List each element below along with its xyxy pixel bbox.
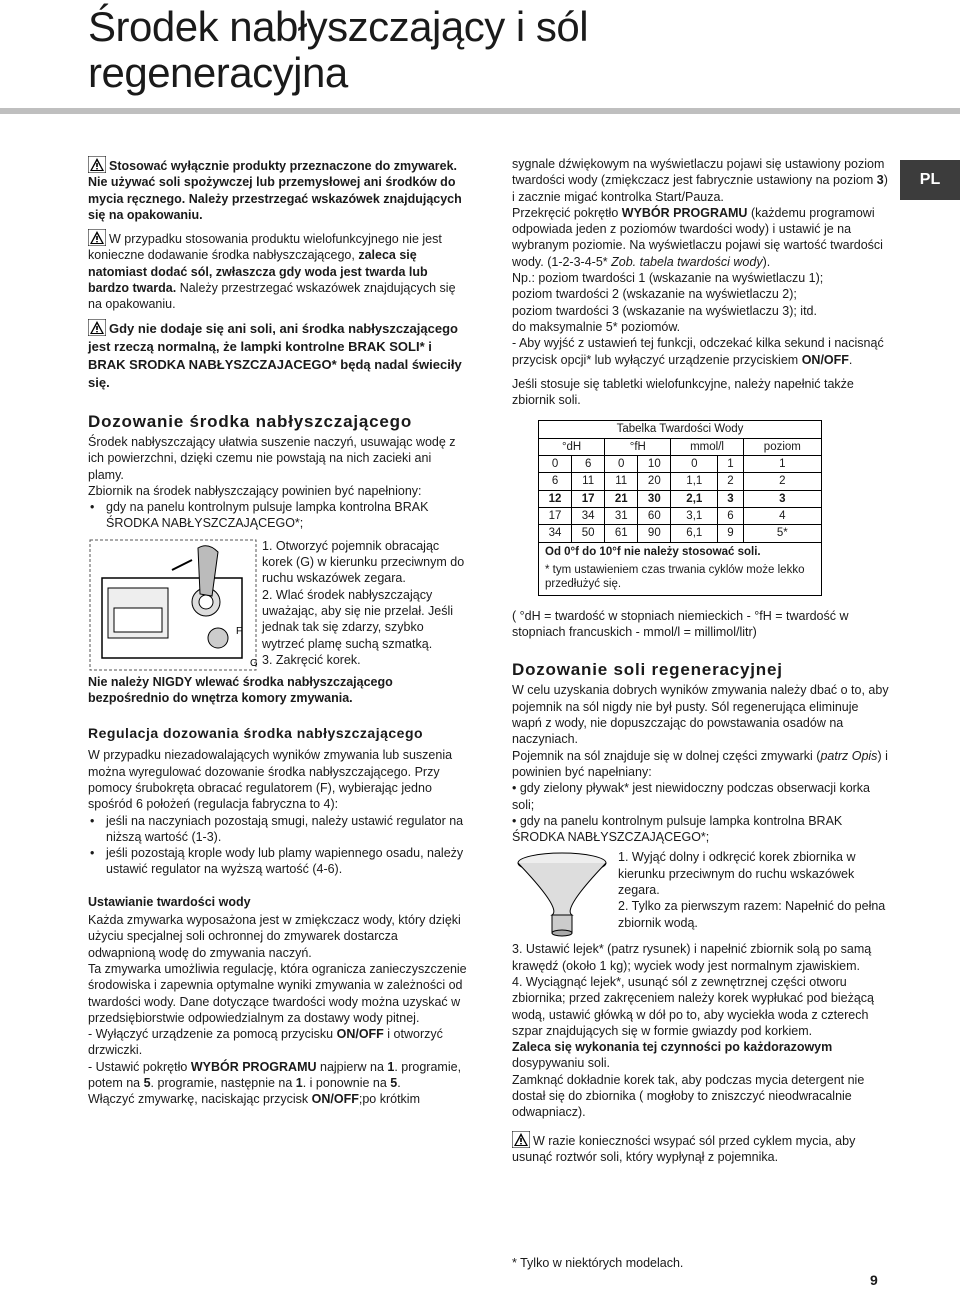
paragraph: Każda zmywarka wyposażona jest w zmiękczacz wody, który dzięki użyciu specjalnej soli ochronnej do zmywarek dostarcza odwapnioną wodę do zmywania naczyń.: [88, 913, 461, 960]
table-cell: 11: [572, 473, 605, 490]
table-cell: 0: [605, 456, 638, 473]
heading-regulacja: Regulacja dozowania środka nabłyszczającego: [88, 725, 424, 742]
page-title: Środek nabłyszczający i sól regeneracyjna: [88, 3, 589, 96]
warning-products: Stosować wyłącznie produkty przeznaczone do zmywarek. Nie używać soli spożywczej lub przemysłowej ani środków do mycia ręcznego. Należy przestrzegać wskazówek znajdujących się na opakowaniu.: [88, 156, 468, 223]
table-cell: 3: [743, 490, 821, 507]
table-cell: 11: [605, 473, 638, 490]
rinse-aid-dispenser-illustration: [88, 538, 260, 674]
table-cell: 61: [605, 525, 638, 542]
figure-label-f: F: [236, 625, 243, 637]
step-item: 4. Wyciągnąć lejek*, usunąć sól z zewnętrznej części otworu zbiornika; przed zakręceniem należy korek wypłukać pod bieżącą wodą, ustawić główką w dół po to, aby wyciekła woda z czterech szpar znajdujących się w formie gwiazdy pod korkiem.: [512, 974, 874, 1038]
step-item: 1. Wyjąć dolny i odkręcić korek zbiornika w kierunku przeciwnym do ruchu wskazówek zegara.: [618, 850, 856, 897]
table-title: Tabelka Twardości Wody: [539, 421, 822, 438]
table-cell: 90: [638, 525, 671, 542]
example-line: poziom twardości 3 (wskazanie na wyświetlaczu 3); itd.: [512, 303, 817, 318]
paragraph: Środek nabłyszczający ułatwia suszenie naczyń, usuwając wodę z ich powierzchni, dzięki czemu nie powstają na nich zacieki ani plamy.: [88, 434, 456, 482]
left-column: [88, 156, 468, 1108]
bullet-item: • gdy zielony pływak* jest niewidoczny podczas obserwacji korka soli;: [512, 781, 871, 812]
table-row: [539, 525, 822, 542]
table-cell: 4: [743, 507, 821, 524]
heading-dozowanie: Dozowanie środka nabłyszczającego: [88, 411, 412, 431]
table-cell: 30: [638, 490, 671, 507]
paragraph: W przypadku niezadowalających wyników zmywania lub suszenia można wyregulować dozowanie środka nabłyszczającego. Przy pomocy śrubokręta obracać regulatorem (F), wybierając jedno spośród 6 położeń (regulacja fabryczna to 4):: [88, 748, 453, 812]
table-cell: 6: [539, 473, 572, 490]
salt-steps: [612, 849, 890, 941]
table-cell: 31: [605, 507, 638, 524]
example-line: poziom twardości 2 (wskazanie na wyświetlaczu 2);: [512, 287, 797, 302]
table-cell: 3: [718, 490, 743, 507]
paragraph: Zamknąć dokładnie korek tak, aby podczas mycia detergent nie dostał się do zbiornika ( mogłoby to zniszczyć nieodwracalnie odwapniacz).: [512, 1072, 865, 1120]
table-header: poziom: [743, 438, 821, 455]
table-cell: 50: [572, 525, 605, 542]
table-cell: 0: [539, 456, 572, 473]
paragraph: Włączyć zmywarkę, naciskając przycisk ON/OFF;po krótkim: [88, 1092, 421, 1107]
step-item: 2. Wlać środek nabłyszczający uważając, aby się nie przelał. Jeśli jednak tak się zdarzy, szybko wytrzeć plamę suchą szmatką.: [262, 587, 454, 651]
table-header: °fH: [605, 438, 671, 455]
instruction-item: - Ustawić pokrętło WYBÓR PROGRAMU najpierw na 1. programie, potem na 5. programie, następnie na 1. i ponownie na 5.: [88, 1059, 462, 1090]
table-note-text: * tym ustawieniem czas trwania cyklów może lekko przedłużyć się.: [545, 563, 805, 590]
table-row: [539, 456, 822, 473]
bullet-item: • jeśli pozostają krople wody lub plamy wapiennego osadu, należy ustawić regulator na wyższą wartość (4-6).: [88, 845, 468, 878]
table-cell: 6: [572, 456, 605, 473]
table-row: [539, 473, 822, 490]
right-column: [512, 156, 890, 1165]
table-note: [538, 543, 822, 596]
table-cell: 10: [638, 456, 671, 473]
paragraph: sygnale dźwiękowym na wyświetlaczu pojawi się ustawiony poziom twardości wody (zmiękczacz jest fabrycznie ustawiony na poziom 3) i zacznie migać kontrolka Start/Pauza.: [512, 157, 888, 204]
table-cell: 5*: [743, 525, 821, 542]
step-item: 3. Zakręcić korek.: [262, 652, 361, 667]
table-cell: 6: [718, 507, 743, 524]
table-header: °dH: [539, 438, 605, 455]
funnel-illustration: [512, 849, 612, 941]
paragraph: Pojemnik na sól znajduje się w dolnej części zmywarki (patrz Opis) i powinien być napełniany:: [512, 748, 888, 779]
figure-label-g: G: [250, 657, 258, 669]
table-cell: 1: [718, 456, 743, 473]
never-warning: Nie należy NIGDY wlewać środka nabłyszczającego bezpośrednio do wnętrza komory zmywania.: [88, 674, 393, 706]
table-cell: 20: [638, 473, 671, 490]
table-cell: 1,1: [671, 473, 718, 490]
footnote: * Tylko w niektórych modelach.: [512, 1256, 684, 1270]
table-cell: 21: [605, 490, 638, 507]
table-header: mmol/l: [671, 438, 743, 455]
page-number: 9: [870, 1272, 878, 1288]
bullet-item: • gdy na panelu kontrolnym pulsuje lampka kontrolna BRAK ŚRODKA NABŁYSZCZAJĄCEGO*;: [88, 499, 468, 532]
table-cell: 34: [572, 507, 605, 524]
paragraph: dosypywaniu soli.: [512, 1056, 610, 1071]
bullet-item: • gdy na panelu kontrolnym pulsuje lampka kontrolna BRAK ŚRODKA NABŁYSZCZAJĄCEGO*;: [512, 813, 843, 845]
step-item: 2. Tylko za pierwszym razem: Napełnić do pełna zbiornik wodą.: [618, 899, 886, 930]
warning-lamps: Gdy nie dodaje się ani soli, ani środka nabłyszczającego jest rzeczą normalną, że lampki kontrolne BRAK SOLI* i BRAK SRODKA NABŁYSZCZAJACEGO* będą nadal świeciły się.: [88, 320, 462, 390]
table-row: [539, 507, 822, 524]
table-note-bold: Od 0°f do 10°f nie należy stosować soli.: [545, 545, 761, 558]
table-cell: 1: [743, 456, 821, 473]
step-item: 3. Ustawić lejek* (patrz rysunek) i napełnić zbiornik solą po samą krawędź (około 1 kg); wyciek wody jest normalnym zjawiskiem.: [512, 942, 872, 973]
table-cell: 0: [671, 456, 718, 473]
table-row: [539, 490, 822, 507]
salt-warning: W razie konieczności wsypać sól przed cyklem mycia, aby usunąć roztwór soli, który wypłynął z pojemnika.: [512, 1131, 890, 1166]
units-legend: ( °dH = twardość w stopniach niemieckich - °fH = twardość w stopniach francuskich - mmol/l = millimol/litr): [512, 608, 849, 639]
table-cell: 34: [539, 525, 572, 542]
warning-multifunction: W przypadku stosowania produktu wielofunkcyjnego nie jest konieczne dodawanie środka nabłyszczającego, zaleca się natomiast dodać sól, zwłaszcza gdy woda jest twarda lub bardzo twarda. Należy przestrzegać wskazówek znajdujących się na opakowaniu.: [88, 229, 468, 312]
table-cell: 2: [743, 473, 821, 490]
example-line: Np.: poziom twardości 1 (wskazanie na wyświetlaczu 1);: [512, 271, 824, 286]
rinse-aid-steps: [260, 538, 468, 674]
paragraph: W celu uzyskania dobrych wyników zmywania należy dbać o to, aby pojemnik na sól nigdy nie był pusty. Sól regenerująca eliminuje wapń z wody, nie dopuszczając do powstawania osadów na naczyniach.: [512, 683, 889, 747]
warning-icon: [88, 229, 106, 246]
table-cell: 9: [718, 525, 743, 542]
table-cell: 2: [718, 473, 743, 490]
warning-icon: [88, 156, 106, 173]
table-cell: 6,1: [671, 525, 718, 542]
table-cell: 2,1: [671, 490, 718, 507]
salt-recommendation: Zaleca się wykonania tej czynności po każdorazowym: [512, 1040, 833, 1055]
paragraph: - Aby wyjść z ustawień tej funkcji, odczekać kilka sekund i nacisnąć przycisk opcji* lub wyłączyć urządzenie przyciskiem ON/OFF.: [512, 336, 884, 367]
warning-icon: [88, 319, 106, 336]
heading-sol: Dozowanie soli regeneracyjnej: [512, 660, 783, 680]
paragraph: Ta zmywarka umożliwia regulację, która ogranicza zanieczyszczenie środowiska i zapewnia optymalne wyniki zmywania w zależności od twardości wody. Dane dotyczące twardości wody można uzyskać w przedsiębiorstwie odpowiedzialnym za dostawy wody pitnej.: [88, 961, 467, 1025]
header-rule: [0, 108, 960, 114]
table-cell: 60: [638, 507, 671, 524]
step-item: 1. Otworzyć pojemnik obracając korek (G) w kierunku przeciwnym do ruchu wskazówek zegara.: [262, 538, 465, 586]
table-cell: 17: [572, 490, 605, 507]
rinse-aid-figure-row: [88, 538, 468, 674]
table-cell: 3,1: [671, 507, 718, 524]
table-cell: 17: [539, 507, 572, 524]
paragraph: Jeśli stosuje się tabletki wielofunkcyjne, należy napełnić także zbiornik soli.: [512, 376, 854, 408]
example-line: do maksymalnie 5* poziomów.: [512, 319, 681, 334]
table-body: [539, 456, 822, 542]
table-cell: 12: [539, 490, 572, 507]
instruction-item: - Wyłączyć urządzenie za pomocą przycisku ON/OFF i otworzyć drzwiczki.: [88, 1027, 443, 1058]
salt-figure-row: [512, 849, 890, 941]
water-hardness-table: [538, 420, 822, 542]
language-tab: PL: [900, 160, 960, 200]
paragraph: Zbiornik na środek nabłyszczający powinien być napełniony:: [88, 483, 422, 498]
heading-twardosc: Ustawianie twardości wody: [88, 894, 251, 909]
paragraph: Przekręcić pokrętło WYBÓR PROGRAMU (każdemu programowi odpowiada jeden z poziomów twardości wody) i ustawić je na wybranym poziomie. Na wyświetlaczu pojawi się wartość twardości wody. (1-2-3-4-5* Zob. tabela twardości wody).: [512, 205, 883, 269]
bullet-item: • jeśli na naczyniach pozostają smugi, należy ustawić regulator na niższą wartość (1-3).: [88, 813, 468, 846]
warning-icon: [512, 1131, 530, 1148]
